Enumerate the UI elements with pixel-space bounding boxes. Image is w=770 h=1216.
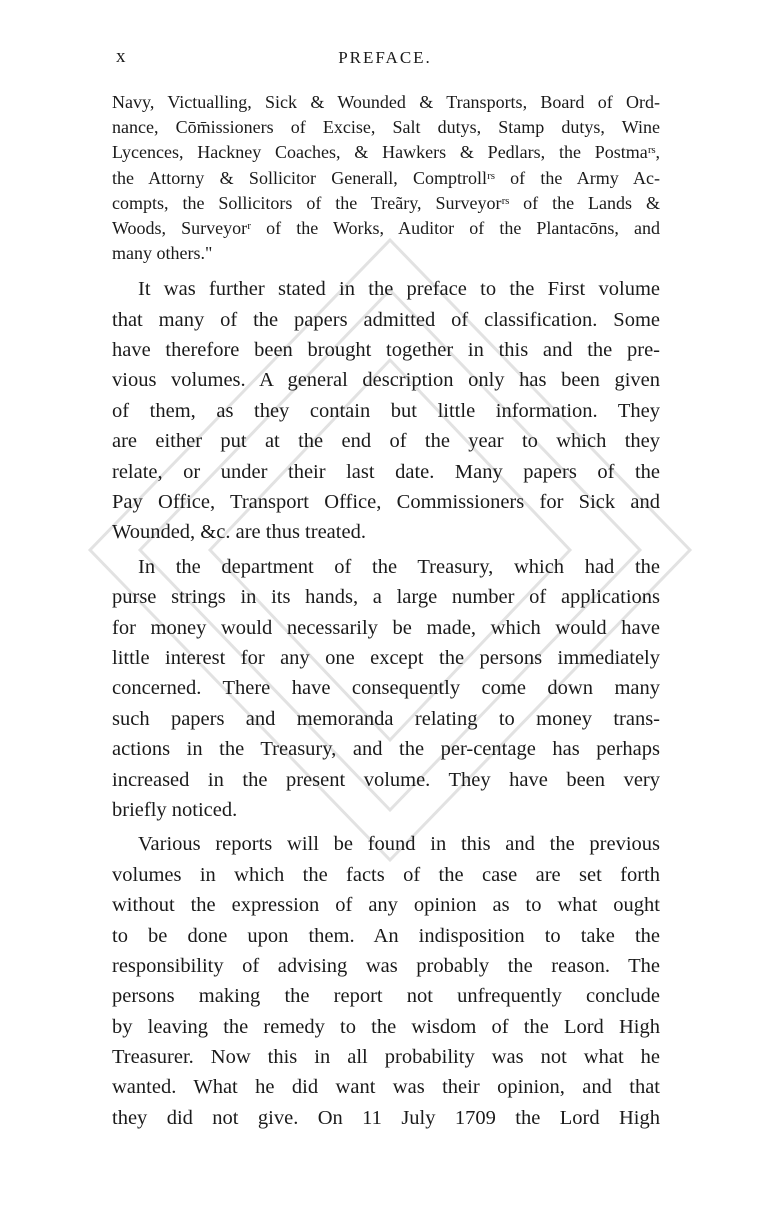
paragraph-reports [112, 829, 660, 1133]
paragraph-line: Pay Office, Transport Office, Commissioners for Sick and [112, 491, 660, 514]
paragraph-line: wanted. What he did want was their opinion, and that [112, 1076, 660, 1099]
paragraph-line: by leaving the remedy to the wisdom of the Lord High [112, 1015, 660, 1038]
paragraph-line: have therefore been brought together in this and the pre- [112, 339, 660, 362]
paragraph-line: In the department of the Treasury, which had the [138, 555, 660, 578]
quotation-block [112, 90, 660, 266]
paragraph-line: persons making the report not unfrequently conclude [112, 985, 660, 1008]
paragraph-line: that many of the papers admitted of classification. Some [112, 308, 660, 331]
paragraph-line: of them, as they contain but little information. They [112, 399, 660, 422]
paragraph-line: vious volumes. A general description only has been given [112, 369, 660, 392]
paragraph-line: Various reports will be found in this and the previous [138, 833, 660, 856]
paragraph-line: without the expression of any opinion as to what ought [112, 894, 660, 917]
page-header [0, 46, 770, 76]
paragraph-line: increased in the present volume. They have been very [112, 768, 660, 791]
quote-line: Navy, Victualling, Sick & Wounded & Transports, Board of Ord- [112, 92, 660, 112]
paragraph-line: Wounded, &c. are thus treated. [112, 521, 366, 544]
paragraph-line: volumes in which the facts of the case are set forth [112, 863, 660, 886]
paragraph-line: briefly noticed. [112, 798, 238, 821]
paragraph-line: actions in the Treasury, and the per-centage has perhaps [112, 738, 660, 761]
paragraph-line: they did not give. On 11 July 1709 the Lord High [112, 1106, 660, 1129]
paragraph-classification [112, 274, 660, 548]
quote-line: Lycences, Hackney Coaches, & Hawkers & Pedlars, the Postmaʳˢ, [112, 142, 660, 163]
running-head: PREFACE. [338, 48, 432, 67]
paragraph-line: are either put at the end of the year to which they [112, 430, 660, 453]
quote-line: compts, the Sollicitors of the Treãry, Surveyorʳˢ of the Lands & [112, 192, 660, 213]
paragraph-line: concerned. There have consequently come down many [112, 677, 660, 700]
quote-line: nance, Cōm̄issioners of Excise, Salt dutys, Stamp dutys, Wine [112, 117, 660, 138]
paragraph-line: relate, or under their last date. Many papers of the [112, 460, 660, 483]
page-number: x [116, 46, 127, 67]
paragraph-treasury [112, 552, 660, 826]
quote-line: many others." [112, 243, 213, 264]
paragraph-line: to be done upon them. An indisposition to take the [112, 924, 660, 947]
paragraph-line: purse strings in its hands, a large number of applications [112, 586, 660, 609]
paragraph-line: It was further stated in the preface to the First volume [138, 278, 660, 301]
paragraph-line: for money would necessarily be made, which would have [112, 616, 660, 639]
quote-line: Woods, Surveyorʳ of the Works, Auditor of the Plantacōns, and [112, 217, 660, 238]
paragraph-line: responsibility of advising was probably the reason. The [112, 954, 660, 977]
paragraph-line: little interest for any one except the persons immediately [112, 647, 660, 669]
body-text [112, 90, 660, 1133]
quote-line: the Attorny & Sollicitor Generall, Comptrollʳˢ of the Army Ac- [112, 167, 660, 188]
paragraph-line: such papers and memoranda relating to money trans- [112, 707, 660, 730]
paragraph-line: Treasurer. Now this in all probability was not what he [112, 1046, 660, 1069]
